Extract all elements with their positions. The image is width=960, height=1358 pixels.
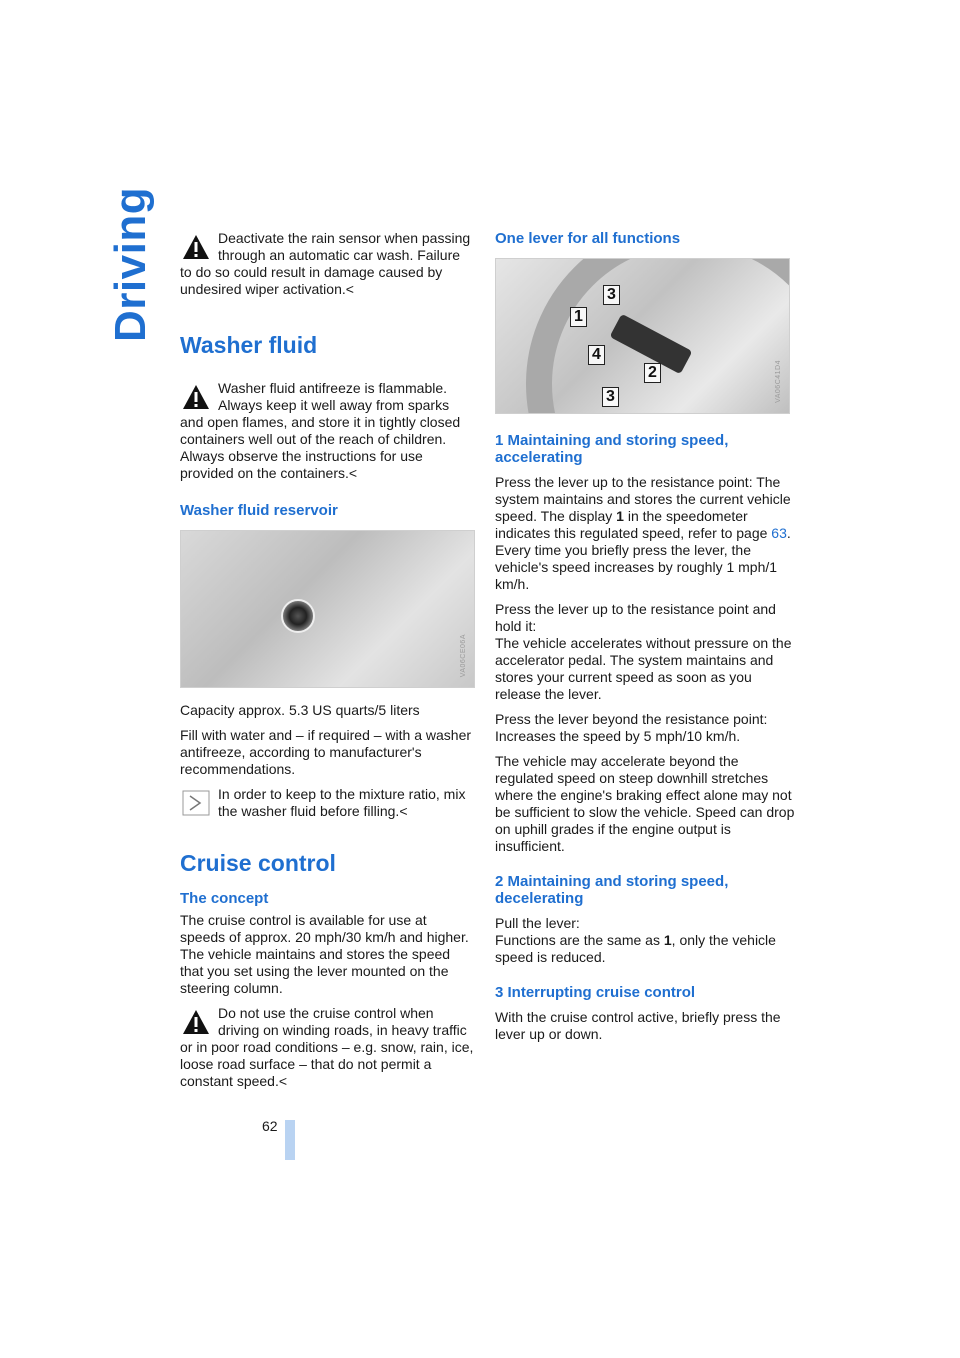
washer-reservoir-photo	[180, 530, 475, 688]
s1-paragraph-1: Press the lever up to the resistance point: The system maintains and stores the current vehicle speed. The display 1 in the speedometer indicates this regulated speed, refer to page 63. Every time you briefly press the lever, the vehicle's speed increases by roughly 1 mph/1 km/h.	[495, 474, 791, 592]
s3-paragraph: With the cruise control active, briefly press the lever up or down.	[495, 1009, 781, 1042]
heading-one-lever: One lever for all functions	[495, 230, 681, 247]
warning-text: Deactivate the rain sensor when passing through an automatic car wash. Failure to do so could result in damage caused by undesired wiper activation.<	[180, 230, 471, 297]
photo-code: VA06C41D4	[775, 360, 782, 403]
cruise-lever-photo	[495, 258, 790, 414]
lever-label-3-bottom: 3	[602, 387, 619, 407]
page-link-63[interactable]: 63	[771, 525, 787, 541]
section-side-title: Driving	[106, 186, 155, 342]
heading-section-1: 1 Maintaining and storing speed, accelerating	[495, 432, 729, 466]
concept-text: The cruise control is available for use at speeds of approx. 20 mph/30 km/h and higher. The vehicle maintains and stores the speed that you set using the lever mounted on the steering column.	[180, 912, 469, 996]
heading-washer-fluid: Washer fluid	[180, 332, 318, 358]
reservoir-cap-icon	[281, 599, 315, 633]
lever-label-3-top: 3	[603, 285, 620, 305]
s2-paragraph: Pull the lever: Functions are the same as 1, only the vehicle speed is reduced.	[495, 915, 776, 965]
warning-triangle-icon	[182, 233, 210, 261]
s1-paragraph-4: The vehicle may accelerate beyond the regulated speed on steep downhill stretches where the engine's braking effect alone may not be sufficient to slow the vehicle. Speed can drop on uphill grades if the engine output is insufficient.	[495, 753, 795, 854]
heading-the-concept: The concept	[180, 890, 269, 907]
heading-section-3: 3 Interrupting cruise control	[495, 984, 696, 1001]
warning-triangle-icon	[182, 1008, 210, 1036]
heading-section-2: 2 Maintaining and storing speed, decelerating	[495, 873, 729, 907]
lever-label-4: 4	[588, 345, 605, 365]
right-column	[495, 230, 795, 1051]
hint-text: In order to keep to the mixture ratio, mix the washer fluid before filling.<	[218, 786, 466, 819]
s1-paragraph-3: Press the lever beyond the resistance point: Increases the speed by 5 mph/10 km/h.	[495, 711, 768, 744]
warning-note-washer-fluid	[180, 380, 475, 482]
warning-triangle-icon	[182, 383, 210, 411]
page-number: 62	[262, 1118, 278, 1134]
fill-text: Fill with water and – if required – with a washer antifreeze, according to manufacturer's recommendations.	[180, 727, 472, 777]
lever-label-2: 2	[644, 363, 661, 383]
s1-paragraph-2: Press the lever up to the resistance point and hold it: The vehicle accelerates without pressure on the accelerator pedal. The system maintains and stores your current speed as soon as you release the lever.	[495, 601, 792, 702]
hint-note-mixture	[180, 786, 475, 820]
heading-cruise-control: Cruise control	[180, 850, 336, 876]
hint-arrow-icon	[182, 789, 210, 817]
lever-label-1: 1	[570, 307, 587, 327]
warning-text: Do not use the cruise control when driving on winding roads, in heavy traffic or in poor road conditions – e.g. snow, rain, ice, loose road surface – that do not permit a constant speed.<	[180, 1005, 474, 1089]
warning-text: Washer fluid antifreeze is flammable. Always keep it well away from sparks and open flames, and store it in tightly closed containers well out of the reach of children. Always observe the instructions for use provided on the containers.<	[180, 380, 461, 481]
warning-note-winding-roads	[180, 1005, 475, 1090]
page-number-bar	[285, 1120, 295, 1160]
heading-washer-fluid-reservoir: Washer fluid reservoir	[180, 502, 338, 519]
left-column	[180, 230, 475, 1098]
capacity-text: Capacity approx. 5.3 US quarts/5 liters	[180, 702, 420, 718]
photo-code: VA06CE06A	[460, 633, 467, 677]
warning-note-rain-sensor	[180, 230, 475, 298]
